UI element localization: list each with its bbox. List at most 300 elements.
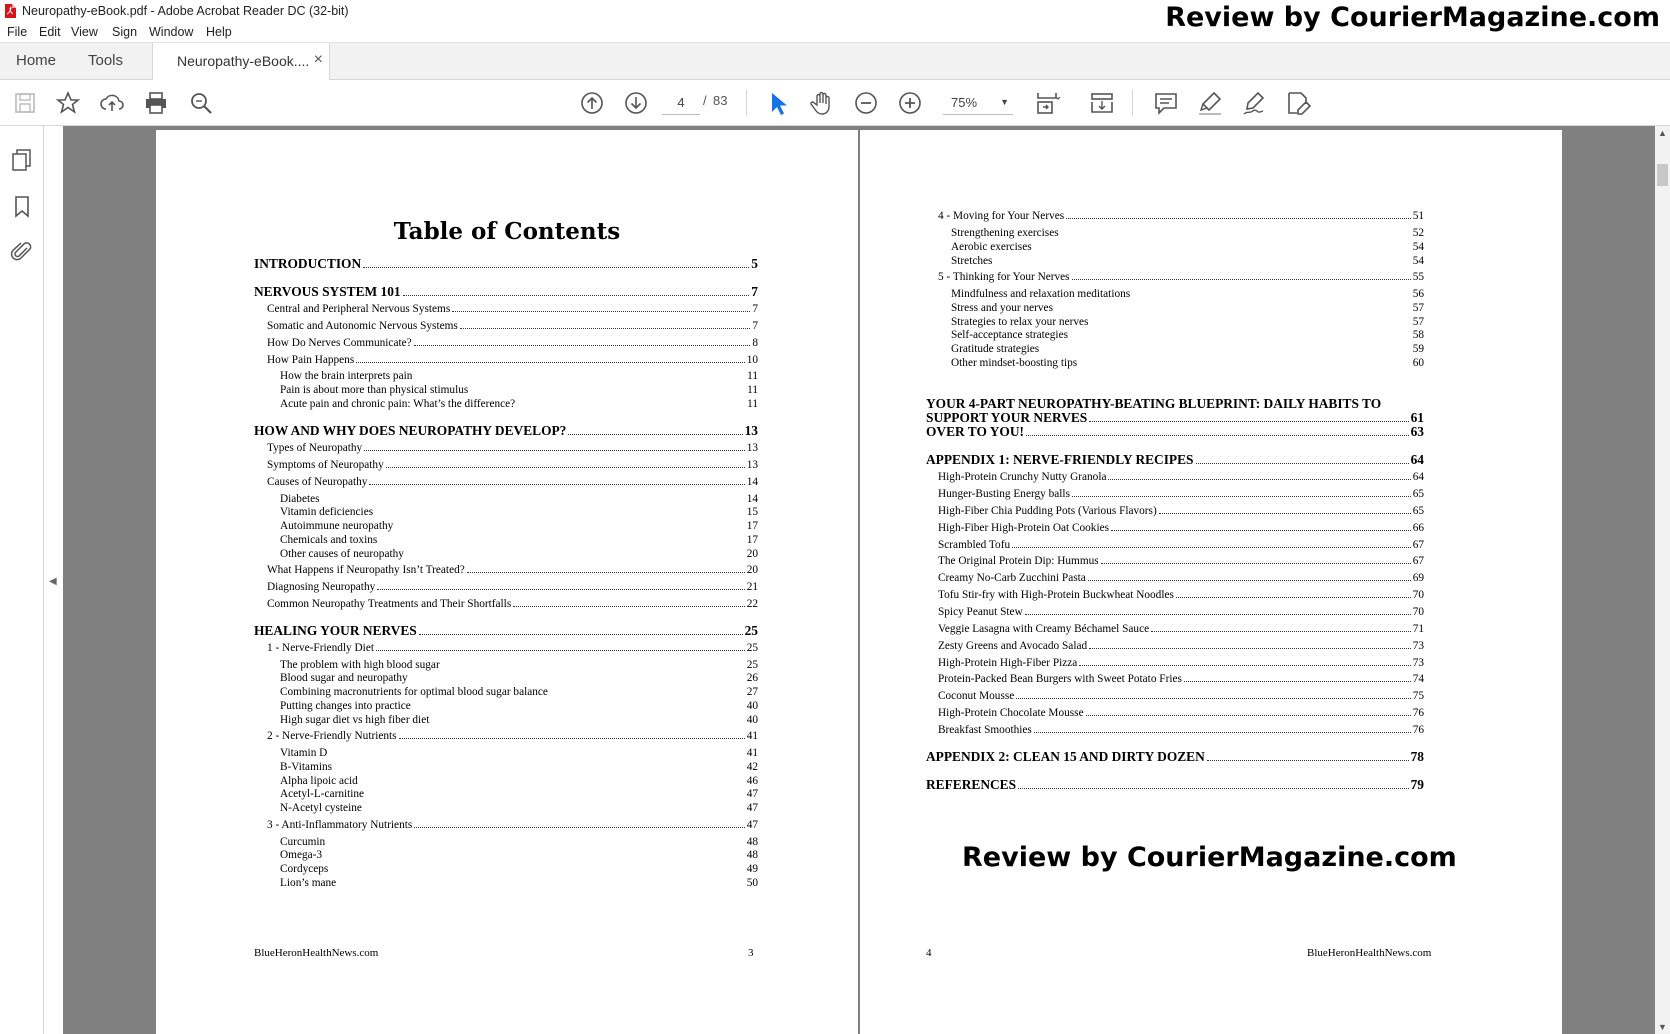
tab-tools[interactable]: Tools — [88, 52, 124, 69]
toc-entry-page: 42 — [746, 761, 758, 773]
toc-entry-title: How Do Nerves Communicate? — [267, 337, 412, 349]
toc-entry[interactable] — [267, 458, 758, 472]
toc-entry-title: N-Acetyl cysteine — [280, 802, 362, 814]
toc-entry-title: High-Fiber Chia Pudding Pots (Various Flavors) — [938, 505, 1157, 517]
toc-entry-title: 5 - Thinking for Your Nerves — [938, 271, 1070, 283]
toc-entry-page: 49 — [746, 863, 758, 875]
toc-entry-title: Tofu Stir-fry with High-Protein Buckwheat Noodles — [938, 589, 1174, 601]
toc-entry-title: Creamy No-Carb Zucchini Pasta — [938, 572, 1086, 584]
scrollbar-thumb[interactable] — [1657, 164, 1668, 186]
toc-entry[interactable] — [938, 554, 1424, 568]
toc-entry-page: 10 — [746, 354, 758, 366]
toc-entry-page: 65 — [1412, 505, 1424, 517]
toc-entry-title: HOW AND WHY DOES NEUROPATHY DEVELOP? — [254, 423, 567, 438]
highlight-pen-icon[interactable] — [1196, 89, 1224, 117]
toc-entry-title: Veggie Lasagna with Creamy Béchamel Sauce — [938, 623, 1150, 635]
toc-entry[interactable] — [280, 862, 758, 876]
toc-entry-page: 25 — [744, 623, 758, 638]
toc-entry-page: 69 — [1412, 572, 1424, 584]
toc-entry[interactable] — [938, 689, 1424, 703]
vertical-scrollbar[interactable] — [1655, 126, 1670, 1034]
toc-entry-title: What Happens if Neuropathy Isn’t Treated? — [267, 564, 465, 576]
toc-entry-page: 40 — [746, 714, 758, 726]
toc-entry-title: 2 - Nerve-Friendly Nutrients — [267, 730, 397, 742]
toc-entry[interactable] — [267, 475, 758, 489]
toc-entry[interactable] — [280, 774, 758, 788]
menu-window[interactable]: Window — [149, 25, 194, 39]
dot-leader — [369, 484, 744, 485]
toc-entry[interactable] — [938, 588, 1424, 602]
toc-entry[interactable] — [254, 424, 758, 438]
toc-entry-title: Lion’s mane — [280, 877, 337, 889]
dot-leader — [1016, 698, 1410, 699]
tab-document[interactable] — [152, 43, 330, 80]
page-footer-site: BlueHeronHealthNews.com — [254, 947, 379, 959]
dot-leader — [363, 267, 749, 268]
dot-leader — [1025, 614, 1411, 615]
toc-entry-page: 25 — [746, 659, 758, 671]
toc-entry-page: 57 — [1412, 316, 1424, 328]
toc-entry-title: INTRODUCTION — [254, 256, 362, 271]
toc-entry-title: Coconut Mousse — [938, 690, 1015, 702]
dot-leader — [460, 328, 751, 329]
toc-entry-page: 47 — [746, 819, 758, 831]
toc-entry-page: 25 — [746, 642, 758, 654]
toc-entry-title: High-Protein Chocolate Mousse — [938, 707, 1084, 719]
page-footer-site: BlueHeronHealthNews.com — [1307, 947, 1432, 959]
toc-entry-page: 7 — [751, 284, 758, 299]
toc-entry-page: 64 — [1410, 452, 1424, 467]
toc-entry-page: 48 — [746, 849, 758, 861]
toc-entry-title: OVER TO YOU! — [926, 424, 1024, 439]
pdf-page-right — [860, 130, 1562, 1034]
toc-entry-title: Cordyceps — [280, 863, 329, 875]
toc-entry-title: Chemicals and toxins — [280, 534, 378, 546]
toc-entry-page: 56 — [1412, 288, 1424, 300]
toc-entry-page: 11 — [747, 398, 758, 410]
toc-entry-title: Mindfulness and relaxation meditations — [951, 288, 1131, 300]
toc-entry-title: Scrambled Tofu — [938, 539, 1011, 551]
toc-entry[interactable] — [280, 713, 758, 727]
toc-entry[interactable] — [280, 760, 758, 774]
toc-entry[interactable] — [280, 383, 758, 397]
toc-entry-page: 26 — [746, 672, 758, 684]
toc-entry-page: 59 — [1412, 343, 1424, 355]
toc-entry-page: 7 — [752, 303, 758, 315]
toc-entry-page: 60 — [1412, 357, 1424, 369]
toc-entry[interactable] — [254, 285, 758, 299]
toc-entry-page: 50 — [746, 877, 758, 889]
zoom-in-icon[interactable] — [896, 89, 924, 117]
toc-entry-page: 51 — [1412, 210, 1424, 222]
toc-entry-page: 70 — [1412, 606, 1424, 618]
toc-entry-page: 55 — [1412, 271, 1424, 283]
dot-leader — [403, 295, 750, 296]
toc-entry-title: Strengthening exercises — [951, 227, 1059, 239]
toc-entry[interactable] — [951, 301, 1424, 315]
toolbar-divider — [746, 90, 747, 116]
toc-entry[interactable] — [938, 605, 1424, 619]
toc-entry[interactable] — [254, 624, 758, 638]
page-footer-number: 3 — [748, 947, 754, 959]
dot-leader — [414, 827, 744, 828]
toc-entry[interactable] — [267, 563, 758, 577]
toc-entry-page: 40 — [746, 700, 758, 712]
toc-entry[interactable] — [280, 369, 758, 383]
dot-leader — [568, 434, 742, 435]
toc-entry-page: 41 — [746, 747, 758, 759]
dot-leader — [1196, 463, 1409, 464]
toc-entry-title: High-Protein High-Fiber Pizza — [938, 657, 1078, 669]
toc-entry[interactable] — [280, 505, 758, 519]
toc-entry-title: Stress and your nerves — [951, 302, 1053, 314]
toc-blueprint-line2[interactable]: SUPPORT YOUR NERVES 61 — [926, 410, 1424, 425]
page-fit-icon[interactable] — [1033, 89, 1061, 117]
toc-entry-title: Curcumin — [280, 836, 326, 848]
previous-page-icon[interactable] — [578, 89, 606, 117]
toc-entry[interactable] — [938, 521, 1424, 535]
toc-entry-title: Stretches — [951, 255, 993, 267]
toc-entry[interactable] — [267, 353, 758, 367]
toc-entry[interactable] — [280, 876, 758, 890]
toc-entry-page: 76 — [1412, 724, 1424, 736]
toc-entry[interactable] — [951, 342, 1424, 356]
toc-entry-page: 76 — [1412, 707, 1424, 719]
fill-sign-icon[interactable] — [1240, 89, 1268, 117]
toc-blueprint-line1[interactable]: YOUR 4-PART NEUROPATHY-BEATING BLUEPRINT: DAILY HABITS TO — [926, 396, 1382, 411]
toc-entry-title: High-Protein Crunchy Nutty Granola — [938, 471, 1107, 483]
toc-entry[interactable] — [938, 622, 1424, 636]
toc-entry-title: Other mindset-boosting tips — [951, 357, 1078, 369]
dot-leader — [1207, 760, 1409, 761]
toc-entry-title: Protein-Packed Bean Burgers with Sweet Potato Fries — [938, 673, 1182, 685]
window-title: Neuropathy-eBook.pdf - Adobe Acrobat Reader DC (32-bit) — [22, 4, 349, 18]
dot-leader — [399, 738, 745, 739]
toc-entry-title: 3 - Anti-Inflammatory Nutrients — [267, 819, 413, 831]
toc-entry[interactable] — [938, 504, 1424, 518]
toc-entry-title: Vitamin deficiencies — [280, 506, 374, 518]
toc-entry-title: Blood sugar and neuropathy — [280, 672, 408, 684]
dot-leader — [1184, 681, 1411, 682]
toc-entry[interactable] — [926, 778, 1424, 792]
toc-entry-title: How the brain interprets pain — [280, 370, 413, 382]
toc-entry[interactable] — [267, 302, 758, 316]
toc-entry-title: APPENDIX 1: NERVE-FRIENDLY RECIPES — [926, 452, 1194, 467]
toc-entry-page: 13 — [744, 423, 758, 438]
print-icon[interactable] — [142, 89, 170, 117]
toc-entry[interactable] — [280, 658, 758, 672]
toc-entry[interactable] — [280, 835, 758, 849]
toc-entry-page: 73 — [1412, 657, 1424, 669]
toc-entry-title: Zesty Greens and Avocado Salad — [938, 640, 1088, 652]
left-navigation-rail — [0, 126, 44, 1034]
toc-entry[interactable] — [951, 287, 1424, 301]
toc-entry-page: 66 — [1412, 522, 1424, 534]
toc-entry-page: 73 — [1412, 640, 1424, 652]
toc-entry-page: 22 — [746, 598, 758, 610]
toc-entry[interactable] — [951, 254, 1424, 268]
toc-entry-page: 46 — [746, 775, 758, 787]
toc-entry[interactable] — [951, 328, 1424, 342]
toc-entry-title: High sugar diet vs high fiber diet — [280, 714, 430, 726]
toc-entry-page: 7 — [752, 320, 758, 332]
toc-entry-title: Alpha lipoic acid — [280, 775, 358, 787]
toc-entry[interactable] — [267, 729, 758, 743]
toc-entry[interactable] — [938, 723, 1424, 737]
toc-entry-page: 58 — [1412, 329, 1424, 341]
page-separator: / — [703, 93, 707, 108]
toc-entry-page: 20 — [746, 564, 758, 576]
collapse-panel-icon[interactable]: ◀ — [49, 576, 57, 587]
edit-pdf-icon[interactable] — [1284, 89, 1312, 117]
toolbar-divider-2 — [1132, 90, 1133, 116]
dot-leader — [386, 467, 745, 468]
toc-entry-title: Diagnosing Neuropathy — [267, 581, 376, 593]
search-zoom-icon[interactable] — [187, 89, 215, 117]
toc-entry[interactable] — [938, 470, 1424, 484]
toc-entry-title: Gratitude strategies — [951, 343, 1040, 355]
toc-entry-page: 79 — [1410, 777, 1424, 792]
upload-cloud-icon[interactable] — [98, 89, 126, 117]
toc-entry-page: 47 — [746, 788, 758, 800]
toc-entry[interactable] — [280, 547, 758, 561]
dot-leader — [419, 634, 743, 635]
page-footer-number: 4 — [926, 947, 932, 959]
scroll-up-icon[interactable]: ▲ — [1658, 128, 1667, 138]
dot-leader — [1159, 513, 1411, 514]
toc-entry[interactable] — [267, 641, 758, 655]
toc-entry[interactable] — [938, 487, 1424, 501]
toc-entry-title: Omega-3 — [280, 849, 323, 861]
toc-entry-title: Combining macronutrients for optimal blood sugar balance — [280, 686, 548, 698]
save-icon[interactable] — [11, 89, 39, 117]
page-number-input[interactable]: 4 — [662, 90, 700, 115]
toc-entry[interactable] — [938, 538, 1424, 552]
dot-leader — [1111, 530, 1411, 531]
bookmark-star-icon[interactable] — [54, 89, 82, 117]
toc-entry-page: 8 — [752, 337, 758, 349]
toc-entry-page: 21 — [746, 581, 758, 593]
toc-entry[interactable] — [280, 397, 758, 411]
toc-entry[interactable] — [267, 441, 758, 455]
toc-entry-title: 1 - Nerve-Friendly Diet — [267, 642, 374, 654]
dot-leader — [1101, 563, 1411, 564]
dot-leader — [377, 589, 744, 590]
toc-entry[interactable] — [267, 597, 758, 611]
bookmarks-icon[interactable] — [10, 194, 34, 218]
toc-entry-title: Strategies to relax your nerves — [951, 316, 1089, 328]
hand-tool-icon[interactable] — [808, 89, 836, 117]
toc-entry-title: How Pain Happens — [267, 354, 355, 366]
toc-entry[interactable] — [951, 356, 1424, 370]
tab-document-label: Neuropathy-eBook.... — [177, 53, 310, 69]
dot-leader — [1026, 435, 1409, 436]
toc-entry[interactable] — [938, 270, 1424, 284]
toc-entry-title: NERVOUS SYSTEM 101 — [254, 284, 401, 299]
dot-leader — [513, 606, 744, 607]
toc-title: Table of Contents — [393, 218, 621, 245]
toc-entry[interactable] — [280, 519, 758, 533]
menu-help[interactable]: Help — [206, 25, 232, 39]
dot-leader — [1072, 279, 1411, 280]
tab-home[interactable]: Home — [16, 52, 57, 69]
toc-entry[interactable] — [254, 257, 758, 271]
toc-entry-page: 67 — [1412, 555, 1424, 567]
toc-entry-page: 41 — [746, 730, 758, 742]
toc-entry-title: Types of Neuropathy — [267, 442, 363, 454]
toc-entry[interactable] — [280, 685, 758, 699]
toc-entry-title: Acetyl-L-carnitine — [280, 788, 365, 800]
toc-entry-page: 17 — [746, 534, 758, 546]
comment-icon[interactable] — [1152, 89, 1180, 117]
toc-entry-title: The problem with high blood sugar — [280, 659, 440, 671]
toc-entry-title: Common Neuropathy Treatments and Their Shortfalls — [267, 598, 512, 610]
toc-entry-page: 67 — [1412, 539, 1424, 551]
toc-entry-page: 52 — [1412, 227, 1424, 239]
dot-leader — [1086, 715, 1411, 716]
toc-entry-title: Diabetes — [280, 493, 320, 505]
toc-entry-page: 64 — [1412, 471, 1424, 483]
chevron-down-icon: ▼ — [1000, 97, 1009, 107]
dot-leader — [1018, 788, 1409, 789]
toc-entry-title: Autoimmune neuropathy — [280, 520, 394, 532]
menu-sign[interactable]: Sign — [112, 25, 138, 39]
menu-view[interactable]: View — [71, 25, 98, 39]
close-tab-icon[interactable]: × — [313, 51, 323, 68]
toolbar — [0, 80, 1670, 126]
toc-entry[interactable] — [926, 453, 1424, 467]
toc-entry-title: HEALING YOUR NERVES — [254, 623, 417, 638]
toc-entry[interactable] — [938, 209, 1424, 223]
toc-entry[interactable] — [951, 315, 1424, 329]
pdf-app-icon — [4, 4, 16, 18]
toc-entry-page: 54 — [1412, 255, 1424, 267]
toc-entry-page: 70 — [1412, 589, 1424, 601]
toc-entry-page: 15 — [746, 506, 758, 518]
toc-entry-page: 14 — [746, 493, 758, 505]
toc-entry-title: Vitamin D — [280, 747, 328, 759]
dot-leader — [376, 650, 745, 651]
toc-entry[interactable] — [951, 240, 1424, 254]
toc-entry-page: 13 — [746, 459, 758, 471]
toc-entry[interactable] — [280, 746, 758, 760]
toc-entry-page: 17 — [746, 520, 758, 532]
toc-entry[interactable] — [267, 336, 758, 350]
menu-bar — [0, 22, 1670, 43]
toc-entry-page: 65 — [1412, 488, 1424, 500]
dot-leader — [1151, 631, 1411, 632]
toc-entry-title: Symptoms of Neuropathy — [267, 459, 384, 471]
toc-entry-title: High-Fiber High-Protein Oat Cookies — [938, 522, 1110, 534]
toc-entry-title: Other causes of neuropathy — [280, 548, 404, 560]
dot-leader — [1079, 665, 1410, 666]
toc-entry-page: 47 — [746, 802, 758, 814]
toc-entry[interactable] — [938, 672, 1424, 686]
toc-entry[interactable] — [267, 580, 758, 594]
toc-entry-page: 54 — [1412, 241, 1424, 253]
dot-leader — [1176, 597, 1411, 598]
toc-entry-title: Central and Peripheral Nervous Systems — [267, 303, 451, 315]
toc-entry[interactable] — [926, 425, 1424, 439]
review-watermark-page: Review by CourierMagazine.com — [962, 842, 1457, 873]
scrolling-mode-icon[interactable] — [1088, 89, 1116, 117]
toc-entry-page: 27 — [746, 686, 758, 698]
toc-entry[interactable] — [938, 656, 1424, 670]
toc-entry-page: 11 — [747, 384, 758, 396]
toc-entry[interactable] — [280, 699, 758, 713]
attachments-icon[interactable] — [10, 240, 34, 264]
toc-entry[interactable] — [951, 226, 1424, 240]
toc-entry-title: 4 - Moving for Your Nerves — [938, 210, 1065, 222]
document-viewport[interactable] — [63, 126, 1655, 1034]
toc-entry-title: Hunger-Busting Energy balls — [938, 488, 1070, 500]
dot-leader — [1066, 218, 1411, 219]
toc-entry-page: 14 — [746, 476, 758, 488]
toc-entry-title: Putting changes into practice — [280, 700, 411, 712]
toc-entry-title: Causes of Neuropathy — [267, 476, 368, 488]
toc-entry[interactable] — [938, 639, 1424, 653]
zoom-out-icon[interactable] — [852, 89, 880, 117]
menu-file[interactable]: File — [7, 25, 28, 39]
toc-entry-page: 5 — [751, 256, 758, 271]
page-thumbnails-icon[interactable] — [10, 148, 34, 172]
toc-entry[interactable] — [938, 571, 1424, 585]
toc-entry-title: Spicy Peanut Stew — [938, 606, 1023, 618]
toc-entry[interactable] — [280, 492, 758, 506]
toc-entry-page: 11 — [747, 370, 758, 382]
toc-entry-title: Breakfast Smoothies — [938, 724, 1032, 736]
toc-entry[interactable] — [267, 319, 758, 333]
menu-edit[interactable]: Edit — [39, 25, 61, 39]
next-page-icon[interactable] — [622, 89, 650, 117]
toc-entry-page: 74 — [1412, 673, 1424, 685]
dot-leader — [1034, 732, 1411, 733]
toc-entry-page: 20 — [746, 548, 758, 560]
toc-entry[interactable] — [280, 848, 758, 862]
scroll-down-icon[interactable]: ▼ — [1658, 1022, 1667, 1032]
toc-entry-page: 71 — [1412, 623, 1424, 635]
dot-leader — [1108, 479, 1410, 480]
tab-bar — [0, 43, 1670, 80]
toc-entry[interactable] — [280, 787, 758, 801]
total-pages: 83 — [713, 93, 728, 108]
toc-entry-page: 57 — [1412, 302, 1424, 314]
toc-entry-title: Somatic and Autonomic Nervous Systems — [267, 320, 458, 332]
zoom-level-value: 75% — [951, 95, 978, 110]
dot-leader — [467, 572, 745, 573]
dot-leader — [452, 311, 750, 312]
toc-entry-page: 63 — [1410, 424, 1424, 439]
toc-entry[interactable] — [938, 706, 1424, 720]
dot-leader — [356, 362, 744, 363]
select-cursor-icon[interactable] — [764, 89, 792, 117]
toc-entry-title: Aerobic exercises — [951, 241, 1032, 253]
toc-entry-title: Acute pain and chronic pain: What’s the difference? — [280, 398, 516, 410]
toc-entry[interactable] — [280, 801, 758, 815]
toc-entry[interactable] — [280, 533, 758, 547]
toc-entry[interactable] — [280, 671, 758, 685]
toc-entry[interactable] — [267, 818, 758, 832]
toc-entry-title: B-Vitamins — [280, 761, 333, 773]
dot-leader — [364, 450, 744, 451]
dot-leader — [1089, 648, 1411, 649]
dot-leader — [1012, 547, 1411, 548]
review-watermark-top: Review by CourierMagazine.com — [1165, 2, 1660, 33]
toc-entry[interactable] — [926, 750, 1424, 764]
toc-entry-title: Self-acceptance strategies — [951, 329, 1068, 341]
zoom-level-select[interactable] — [943, 90, 1013, 115]
toc-entry-title: REFERENCES — [926, 777, 1017, 792]
